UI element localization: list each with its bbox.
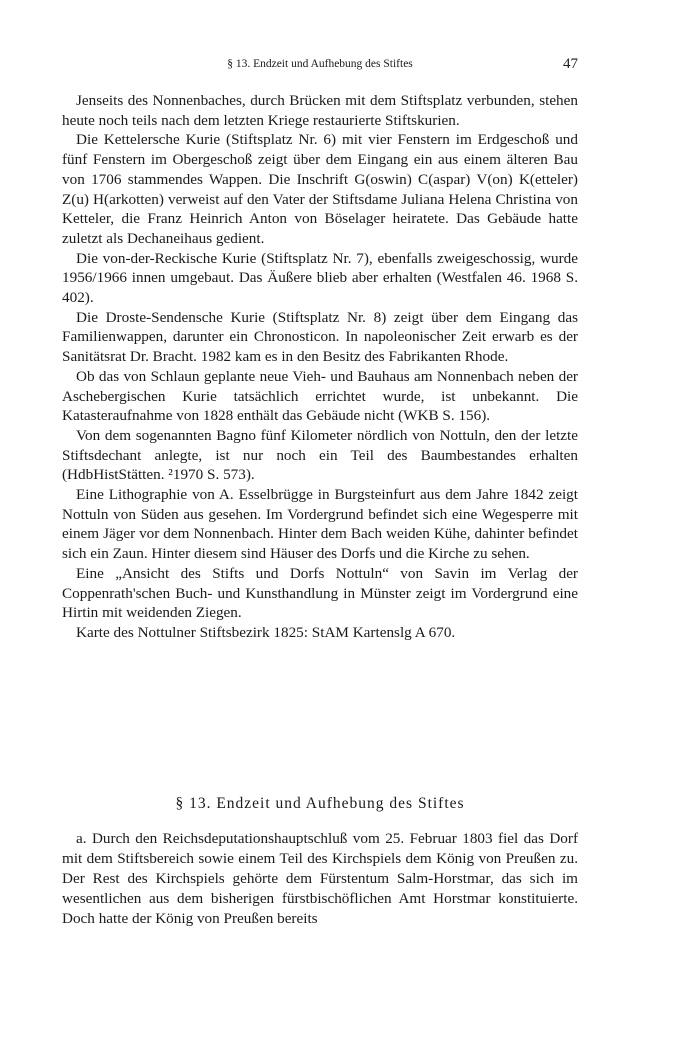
section-text bbox=[62, 829, 578, 929]
paragraph: Von dem sogenannten Bagno fünf Kilometer nördlich von Nottuln, den der letzte Stiftsdechant anlegte, ist nur noch ein Teil des Baumbestandes erhalten (HdbHistStätten. ²1970 S. 573). bbox=[62, 426, 578, 484]
paragraph: Jenseits des Nonnenbaches, durch Brücken mit dem Stiftsplatz verbunden, stehen heute noch teils nach dem letzten Kriege restaurierte Stiftskurien. bbox=[62, 92, 578, 129]
paragraph: Eine „Ansicht des Stifts und Dorfs Nottuln“ von Savin im Verlag der Coppenrath'schen Buch- und Kunsthandlung in Münster zeigt im Vordergrund eine Hirtin mit weidenden Ziegen. bbox=[62, 564, 578, 622]
running-head bbox=[62, 55, 578, 73]
section-heading: § 13. Endzeit und Aufhebung des Stiftes bbox=[175, 795, 465, 812]
paragraph: Eine Lithographie von A. Esselbrügge in Burgsteinfurt aus dem Jahre 1842 zeigt Nottuln von Süden aus gesehen. Im Vordergrund befindet sich eine Wegesperre mit einem Jäger vor dem Nonnenbach. Hinter dem Bach weiden Kühe, dahinter befindet sich ein Zaun. Hinter diesem sind Häuser des Dorfs und die Kirche zu sehen. bbox=[62, 486, 578, 563]
paragraph: Ob das von Schlaun geplante neue Vieh- und Bauhaus am Nonnenbach neben der Aschebergischen Kurie tatsächlich errichtet wurde, ist unbekannt. Die Katasteraufnahme von 1828 enthält das Gebäude nicht (WKB S. 156). bbox=[62, 367, 578, 425]
paragraph: Karte des Nottulner Stiftsbezirk 1825: StAM Kartenslg A 670. bbox=[76, 623, 456, 641]
running-title: § 13. Endzeit und Aufhebung des Stiftes bbox=[227, 58, 413, 70]
paragraph: Die Kettelersche Kurie (Stiftsplatz Nr. 6) mit vier Fenstern im Erdgeschoß und fünf Fenstern im Obergeschoß zeigt über dem Eingang ein aus einem älteren Bau von 1706 stammendes Wappen. Die Inschrift G(oswin) C(aspar) V(on) K(etteler) Z(u) H(arkotten) verweist auf den Vater der Stiftsdame Juliana Helena Christina von Ketteler, die Franz Heinrich Anton von Böselager heiratete. Das Gebäude hatte zuletzt als Dechaneihaus gedient. bbox=[62, 131, 578, 247]
body-text bbox=[62, 91, 578, 643]
paragraph: Die von-der-Reckische Kurie (Stiftsplatz Nr. 7), ebenfalls zweigeschossig, wurde 1956/1966 innen umgebaut. Das Äußere blieb aber erhalten (Westfalen 46. 1968 S. 402). bbox=[62, 249, 578, 307]
page-number: 47 bbox=[563, 56, 578, 72]
paragraph: Die Droste-Sendensche Kurie (Stiftsplatz Nr. 8) zeigt über dem Eingang das Familienwappen, darunter ein Chronosticon. In napoleonischer Zeit erwarb es der Sanitätsrat Dr. Bracht. 1982 kam es in den Besitz des Fabrikanten Rhode. bbox=[62, 308, 578, 366]
paragraph: a. Durch den Reichsdeputationshauptschluß vom 25. Februar 1803 fiel das Dorf mit dem Stiftsbereich sowie einem Teil des Kirchspiels dem König von Preußen zu. Der Rest des Kirchspiels gehörte dem Fürstentum Salm-Horstmar, das sich im wesentlichen aus dem bisherigen fürstbischöflichen Amt Horstmar konstituierte. Doch hatte der König von Preußen bereits bbox=[62, 830, 578, 927]
